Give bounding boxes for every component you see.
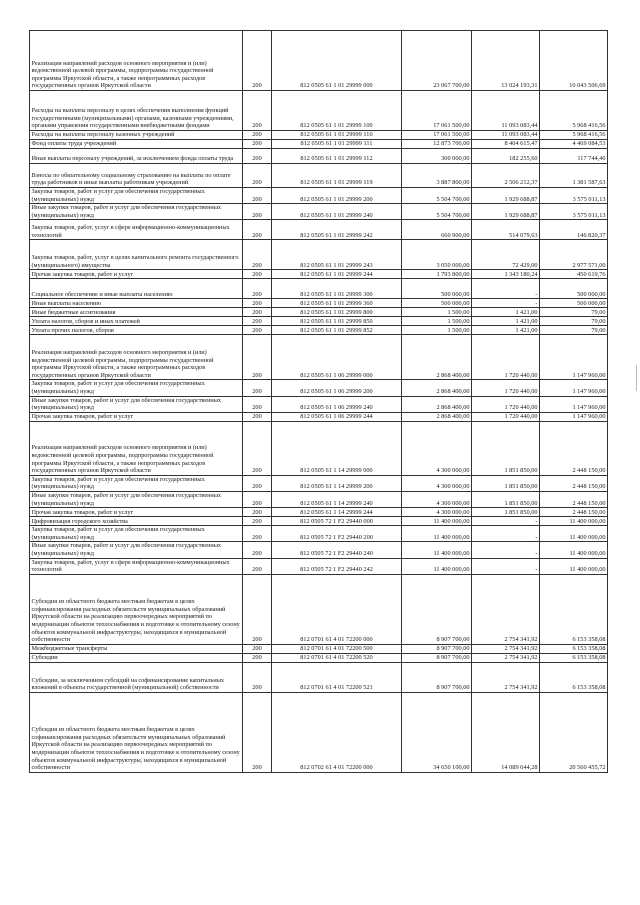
table-row <box>30 653 608 662</box>
cell-approved: 8 907 700,00 <box>402 662 472 692</box>
cell-name: Иные выплаты населению <box>30 299 243 308</box>
cell-line: 200 <box>243 517 272 526</box>
cell-approved: 660 900,00 <box>402 220 472 240</box>
cell-approved: 11 400 000,00 <box>402 526 472 542</box>
table-row <box>30 31 608 91</box>
cell-code: 812 0505 61 1 01 29999 111 <box>272 140 402 149</box>
cell-line: 200 <box>243 164 272 188</box>
cell-line: 200 <box>243 149 272 164</box>
cell-unexecuted: 500 000,00 <box>540 299 608 308</box>
table-row <box>30 380 608 396</box>
cell-code: 812 0505 61 1 01 29999 110 <box>272 131 402 140</box>
cell-name: Закупка товаров, работ и услуг для обеспечения государственных (муниципальных) нужд <box>30 380 243 396</box>
cell-name: Иные закупки товаров, работ и услуг для обеспечения государственных (муниципальных) нужд <box>30 542 243 558</box>
cell-executed: 1 851 850,00 <box>472 491 540 507</box>
cell-unexecuted: 2 448 150,00 <box>540 508 608 517</box>
cell-name: Закупка товаров, работ и услуг для обеспечения государственных (муниципальных) нужд <box>30 475 243 491</box>
cell-approved: 8 907 700,00 <box>402 644 472 653</box>
cell-executed: 2 754 341,92 <box>472 574 540 644</box>
cell-executed: 1 421,00 <box>472 326 540 335</box>
cell-unexecuted: 79,00 <box>540 326 608 335</box>
cell-unexecuted: 1 147 960,00 <box>540 335 608 380</box>
cell-code: 812 0702 61 4 01 72200 000 <box>272 692 402 772</box>
cell-unexecuted: 3 575 011,13 <box>540 188 608 204</box>
cell-approved: 2 868 400,00 <box>402 380 472 396</box>
table-row <box>30 131 608 140</box>
cell-line: 200 <box>243 412 272 421</box>
cell-executed: 1 929 688,87 <box>472 204 540 220</box>
cell-line: 200 <box>243 396 272 412</box>
cell-approved: 12 873 700,00 <box>402 140 472 149</box>
table-row <box>30 188 608 204</box>
cell-name: Субсидия из областного бюджета местным бюджетам в целях софинансирования расходных обязательств муниципальных образований Иркутской области на реализацию первоочередных мероприятий по модернизации объектов теплоснабжения и подготовке к отопительному сезону объектов коммунальной инфраструктуры, находящихся в муниципальной собственности <box>30 692 243 772</box>
table-row <box>30 662 608 692</box>
cell-name: Иные выплаты персоналу учреждений, за исключением фонда оплаты труда <box>30 149 243 164</box>
cell-executed: 1 851 850,00 <box>472 508 540 517</box>
cell-executed: 2 506 212,37 <box>472 164 540 188</box>
cell-executed: 514 079,63 <box>472 220 540 240</box>
cell-code: 812 0505 61 1 01 29999 100 <box>272 91 402 131</box>
cell-approved: 1 793 800,00 <box>402 270 472 279</box>
cell-code: 812 0505 61 1 01 29999 800 <box>272 308 402 317</box>
table-row <box>30 412 608 421</box>
table-row <box>30 421 608 475</box>
cell-line: 200 <box>243 317 272 326</box>
cell-unexecuted: 4 469 084,53 <box>540 140 608 149</box>
cell-approved: 5 504 700,00 <box>402 188 472 204</box>
cell-name: Субсидии <box>30 653 243 662</box>
cell-line: 200 <box>243 662 272 692</box>
table-row <box>30 299 608 308</box>
table-body <box>30 31 608 773</box>
cell-unexecuted: 10 043 506,69 <box>540 31 608 91</box>
cell-unexecuted: 11 400 000,00 <box>540 542 608 558</box>
cell-unexecuted: 2 977 571,00 <box>540 240 608 270</box>
expenditure-table <box>29 30 608 773</box>
table-row <box>30 396 608 412</box>
table-row <box>30 335 608 380</box>
cell-line: 200 <box>243 542 272 558</box>
table-row <box>30 149 608 164</box>
cell-name: Расходы на выплаты персоналу казенных учреждений <box>30 131 243 140</box>
cell-name: Социальное обеспечение и иные выплаты населению <box>30 279 243 299</box>
cell-unexecuted: 79,00 <box>540 308 608 317</box>
cell-unexecuted: 500 000,00 <box>540 279 608 299</box>
cell-approved: 300 000,00 <box>402 149 472 164</box>
cell-line: 200 <box>243 131 272 140</box>
cell-code: 812 0505 61 1 06 29999 240 <box>272 396 402 412</box>
cell-name: Межбюджетные трансферты <box>30 644 243 653</box>
cell-code: 812 0505 61 1 06 29999 244 <box>272 412 402 421</box>
cell-executed: 1 421,00 <box>472 317 540 326</box>
table-row <box>30 91 608 131</box>
cell-code: 812 0505 61 1 01 29999 240 <box>272 204 402 220</box>
cell-approved: 1 500,00 <box>402 317 472 326</box>
scan-edge-mark <box>636 365 637 391</box>
cell-code: 812 0505 61 1 01 29999 300 <box>272 279 402 299</box>
cell-name: Реализация направлений расходов основного мероприятия и (или) ведомственной целевой программы, подпрограммы государственной программы Иркутской области, а также непрограммных расходов государственных органов Иркутской области <box>30 421 243 475</box>
cell-name: Прочая закупка товаров, работ и услуг <box>30 270 243 279</box>
cell-executed: 14 089 644,28 <box>472 692 540 772</box>
cell-code: 812 0505 61 1 14 29999 244 <box>272 508 402 517</box>
cell-line: 200 <box>243 508 272 517</box>
cell-executed: 1 851 850,00 <box>472 475 540 491</box>
table-row <box>30 517 608 526</box>
table-row <box>30 508 608 517</box>
cell-approved: 11 400 000,00 <box>402 517 472 526</box>
cell-unexecuted: 1 147 960,00 <box>540 412 608 421</box>
table-row <box>30 164 608 188</box>
cell-executed: - <box>472 526 540 542</box>
cell-executed: 182 255,60 <box>472 149 540 164</box>
cell-approved: 5 504 700,00 <box>402 204 472 220</box>
cell-code: 812 0701 61 4 01 72200 520 <box>272 653 402 662</box>
cell-code: 812 0505 61 1 14 29999 240 <box>272 491 402 507</box>
cell-name: Уплата налогов, сборов и иных платежей <box>30 317 243 326</box>
cell-line: 200 <box>243 299 272 308</box>
cell-executed: - <box>472 517 540 526</box>
cell-line: 200 <box>243 140 272 149</box>
cell-name: Иные закупки товаров, работ и услуг для обеспечения государственных (муниципальных) нужд <box>30 396 243 412</box>
cell-unexecuted: 2 448 150,00 <box>540 475 608 491</box>
cell-line: 200 <box>243 475 272 491</box>
cell-executed: 1 720 440,00 <box>472 412 540 421</box>
cell-executed: 1 929 688,87 <box>472 188 540 204</box>
cell-name: Фонд оплаты труда учреждений <box>30 140 243 149</box>
cell-unexecuted: 2 448 150,00 <box>540 421 608 475</box>
cell-unexecuted: 11 400 000,00 <box>540 517 608 526</box>
cell-name: Закупка товаров, работ, услуг в сфере информационно-коммуникационных технологий <box>30 220 243 240</box>
cell-line: 200 <box>243 526 272 542</box>
cell-executed: 11 093 083,44 <box>472 91 540 131</box>
cell-line: 200 <box>243 279 272 299</box>
table-row <box>30 308 608 317</box>
cell-executed: - <box>472 279 540 299</box>
cell-approved: 17 061 500,00 <box>402 91 472 131</box>
cell-line: 200 <box>243 644 272 653</box>
cell-approved: 4 300 000,00 <box>402 508 472 517</box>
cell-executed: - <box>472 299 540 308</box>
cell-name: Взносы по обязательному социальному страхованию на выплаты по оплате труда работников и иные выплаты работникам учреждений <box>30 164 243 188</box>
cell-line: 200 <box>243 91 272 131</box>
cell-code: 812 0505 61 1 01 29999 852 <box>272 326 402 335</box>
cell-unexecuted: 3 575 011,13 <box>540 204 608 220</box>
cell-approved: 500 000,00 <box>402 279 472 299</box>
cell-approved: 8 907 700,00 <box>402 574 472 644</box>
cell-line: 200 <box>243 31 272 91</box>
cell-code: 812 0505 72 1 F2 29440 000 <box>272 517 402 526</box>
table-row <box>30 526 608 542</box>
cell-code: 812 0505 61 1 14 29999 000 <box>272 421 402 475</box>
cell-unexecuted: 6 153 358,08 <box>540 644 608 653</box>
cell-approved: 1 500,00 <box>402 326 472 335</box>
cell-line: 200 <box>243 240 272 270</box>
cell-unexecuted: 117 744,40 <box>540 149 608 164</box>
cell-code: 812 0505 72 1 F2 29440 242 <box>272 558 402 574</box>
cell-executed: 13 024 193,31 <box>472 31 540 91</box>
cell-code: 812 0505 61 1 01 29999 119 <box>272 164 402 188</box>
cell-code: 812 0505 61 1 01 29999 112 <box>272 149 402 164</box>
cell-name: Закупка товаров, работ, услуг в сфере информационно-коммуникационных технологий <box>30 558 243 574</box>
cell-line: 200 <box>243 380 272 396</box>
cell-line: 200 <box>243 653 272 662</box>
table-row <box>30 542 608 558</box>
table-row <box>30 491 608 507</box>
cell-unexecuted: 11 400 000,00 <box>540 526 608 542</box>
cell-executed: 8 404 615,47 <box>472 140 540 149</box>
cell-name: Закупка товаров, работ и услуг для обеспечения государственных (муниципальных) нужд <box>30 188 243 204</box>
table-row <box>30 692 608 772</box>
cell-line: 200 <box>243 558 272 574</box>
cell-code: 812 0505 61 1 01 29999 000 <box>272 31 402 91</box>
cell-executed: - <box>472 558 540 574</box>
cell-unexecuted: 6 153 358,08 <box>540 653 608 662</box>
cell-code: 812 0701 61 4 01 72200 500 <box>272 644 402 653</box>
cell-code: 812 0505 61 1 06 29999 200 <box>272 380 402 396</box>
table-row <box>30 326 608 335</box>
cell-approved: 1 500,00 <box>402 308 472 317</box>
cell-executed: - <box>472 542 540 558</box>
cell-approved: 4 300 000,00 <box>402 491 472 507</box>
cell-unexecuted: 6 153 358,08 <box>540 662 608 692</box>
cell-approved: 3 050 000,00 <box>402 240 472 270</box>
cell-approved: 11 400 000,00 <box>402 558 472 574</box>
cell-line: 200 <box>243 326 272 335</box>
table-row <box>30 644 608 653</box>
cell-code: 812 0505 61 1 01 29999 200 <box>272 188 402 204</box>
cell-name: Субсидии, за исключением субсидий на софинансирование капитальных вложений в объекты государственной (муниципальной) собственности <box>30 662 243 692</box>
cell-approved: 500 000,00 <box>402 299 472 308</box>
table-row <box>30 475 608 491</box>
cell-line: 200 <box>243 220 272 240</box>
cell-code: 812 0505 72 1 F2 29440 240 <box>272 542 402 558</box>
cell-code: 812 0701 61 4 01 72200 000 <box>272 574 402 644</box>
cell-executed: 1 720 440,00 <box>472 380 540 396</box>
cell-code: 812 0505 61 1 01 29999 243 <box>272 240 402 270</box>
cell-unexecuted: 1 147 960,00 <box>540 380 608 396</box>
cell-line: 200 <box>243 188 272 204</box>
cell-name: Субсидия из областного бюджета местным бюджетам в целях софинансирования расходных обязательств муниципальных образований Иркутской области на реализацию первоочередных мероприятий по модернизации объектов теплоснабжения и подготовке к отопительному сезону объектов коммунальной инфраструктуры, находящихся в муниципальной собственности <box>30 574 243 644</box>
cell-approved: 4 300 000,00 <box>402 475 472 491</box>
table-row <box>30 140 608 149</box>
table-row <box>30 558 608 574</box>
cell-approved: 34 650 100,00 <box>402 692 472 772</box>
table-row <box>30 240 608 270</box>
cell-unexecuted: 5 968 416,56 <box>540 91 608 131</box>
table-row <box>30 220 608 240</box>
cell-executed: 2 754 341,92 <box>472 662 540 692</box>
cell-approved: 23 067 700,00 <box>402 31 472 91</box>
cell-name: Закупка товаров, работ, услуг в целях капитального ремонта государственного (муниципального) имущества <box>30 240 243 270</box>
cell-code: 812 0505 61 1 01 29999 242 <box>272 220 402 240</box>
cell-approved: 2 868 400,00 <box>402 335 472 380</box>
cell-executed: 1 851 850,00 <box>472 421 540 475</box>
cell-approved: 3 887 800,00 <box>402 164 472 188</box>
cell-executed: 1 720 440,00 <box>472 335 540 380</box>
cell-unexecuted: 1 147 960,00 <box>540 396 608 412</box>
cell-approved: 11 400 000,00 <box>402 542 472 558</box>
cell-code: 812 0505 61 1 01 29999 244 <box>272 270 402 279</box>
cell-executed: 2 754 341,92 <box>472 644 540 653</box>
cell-code: 812 0505 61 1 14 29999 200 <box>272 475 402 491</box>
cell-line: 200 <box>243 335 272 380</box>
cell-name: Прочая закупка товаров, работ и услуг <box>30 508 243 517</box>
cell-executed: 1 343 180,24 <box>472 270 540 279</box>
cell-name: Иные бюджетные ассигнования <box>30 308 243 317</box>
cell-code: 812 0701 61 4 01 72200 521 <box>272 662 402 692</box>
cell-unexecuted: 11 400 000,00 <box>540 558 608 574</box>
cell-line: 200 <box>243 270 272 279</box>
cell-executed: 72 429,00 <box>472 240 540 270</box>
cell-unexecuted: 20 560 455,72 <box>540 692 608 772</box>
table-row <box>30 574 608 644</box>
cell-name: Цифровизация городского хозяйства <box>30 517 243 526</box>
cell-line: 200 <box>243 421 272 475</box>
cell-line: 200 <box>243 491 272 507</box>
cell-line: 200 <box>243 692 272 772</box>
table-row <box>30 270 608 279</box>
cell-code: 812 0505 72 1 F2 29440 200 <box>272 526 402 542</box>
cell-unexecuted: 2 448 150,00 <box>540 491 608 507</box>
cell-name: Закупка товаров, работ и услуг для обеспечения государственных (муниципальных) нужд <box>30 526 243 542</box>
cell-executed: 1 720 440,00 <box>472 396 540 412</box>
cell-approved: 2 868 400,00 <box>402 396 472 412</box>
cell-approved: 8 907 700,00 <box>402 653 472 662</box>
cell-name: Прочая закупка товаров, работ и услуг <box>30 412 243 421</box>
cell-unexecuted: 79,00 <box>540 317 608 326</box>
cell-line: 200 <box>243 308 272 317</box>
cell-unexecuted: 146 820,37 <box>540 220 608 240</box>
cell-executed: 1 421,00 <box>472 308 540 317</box>
cell-unexecuted: 450 619,76 <box>540 270 608 279</box>
cell-name: Расходы на выплаты персоналу в целях обеспечения выполнения функций государственными (муниципальными) органами, казенными учреждениями, органами управления государственными внебюджетными фондами <box>30 91 243 131</box>
cell-code: 812 0505 61 1 06 29999 000 <box>272 335 402 380</box>
cell-name: Иные закупки товаров, работ и услуг для обеспечения государственных (муниципальных) нужд <box>30 204 243 220</box>
cell-approved: 4 300 000,00 <box>402 421 472 475</box>
cell-name: Уплата прочих налогов, сборов <box>30 326 243 335</box>
cell-name: Реализация направлений расходов основного мероприятия и (или) ведомственной целевой программы, подпрограммы государственной программы Иркутской области, а также непрограммных расходов государственных органов Иркутской области <box>30 31 243 91</box>
table-row <box>30 317 608 326</box>
cell-line: 200 <box>243 574 272 644</box>
cell-executed: 2 754 341,92 <box>472 653 540 662</box>
cell-unexecuted: 6 153 358,08 <box>540 574 608 644</box>
cell-code: 812 0505 61 1 01 29999 850 <box>272 317 402 326</box>
cell-approved: 17 061 500,00 <box>402 131 472 140</box>
cell-code: 812 0505 61 1 01 29999 360 <box>272 299 402 308</box>
cell-line: 200 <box>243 204 272 220</box>
cell-unexecuted: 1 381 587,63 <box>540 164 608 188</box>
table-row <box>30 204 608 220</box>
table-row <box>30 279 608 299</box>
cell-executed: 11 093 083,44 <box>472 131 540 140</box>
cell-unexecuted: 5 968 416,56 <box>540 131 608 140</box>
cell-name: Иные закупки товаров, работ и услуг для обеспечения государственных (муниципальных) нужд <box>30 491 243 507</box>
cell-name: Реализация направлений расходов основного мероприятия и (или) ведомственной целевой программы, подпрограммы государственной программы Иркутской области, а также непрограммных расходов государственных органов Иркутской области <box>30 335 243 380</box>
cell-approved: 2 868 400,00 <box>402 412 472 421</box>
